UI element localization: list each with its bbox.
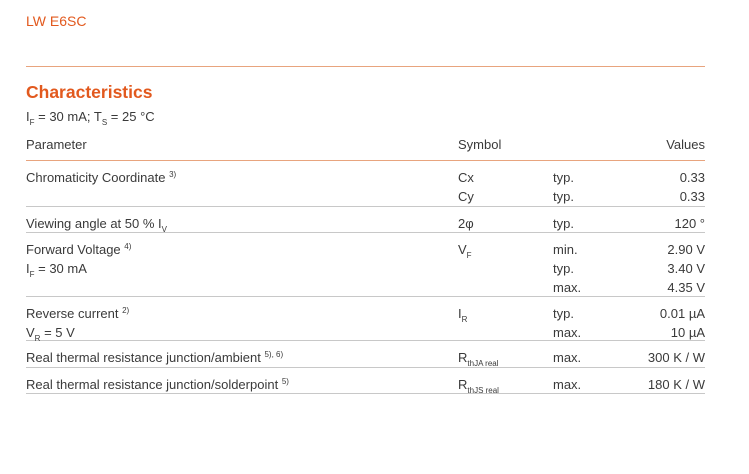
symbol-text: R [458,377,468,392]
header-symbol: Symbol [458,137,502,152]
cond-value: = 30 mA [34,261,87,276]
qualifier-text: typ. [553,306,574,321]
symbol-text: Cy [458,189,474,204]
table-row [26,297,705,341]
row-qualifier [553,304,581,342]
symbol-text: I [458,306,462,321]
row-parameter [26,240,131,278]
row-values [648,375,705,394]
param-footnote: 5), 6) [264,350,284,359]
table-row [26,161,705,207]
row-qualifier [553,214,574,233]
cond-sub: F [29,270,35,279]
table-row [26,368,705,394]
param-text: Viewing angle at 50 % I [26,216,162,231]
row-qualifier [553,168,574,206]
symbol-text: V [458,242,467,257]
condition-ts-value: = 25 °C [107,109,155,124]
param-text: Real thermal resistance junction/ambient [26,350,261,365]
qualifier-text: max. [553,280,582,295]
qualifier-text: min. [553,242,578,257]
row-values [667,240,705,297]
qualifier-text: typ. [553,261,574,276]
param-line [26,304,129,323]
param-footnote: 3) [169,170,177,179]
table-row [26,341,705,368]
param-condition [26,259,131,278]
value-text: 120 ° [674,216,705,231]
condition-if-label: I [26,109,30,124]
header-divider [26,66,705,67]
qualifier-text: max. [553,325,582,340]
row-values [648,348,705,367]
document-header-title: LW E6SC [26,13,87,29]
param-text: Reverse current [26,306,119,321]
symbol-text: R [458,350,468,365]
param-footnote: 4) [124,242,132,251]
cond-value: = 5 V [40,325,75,340]
value-text: 3.40 V [667,261,705,276]
row-symbol [458,304,467,323]
symbol-line [458,375,499,394]
value-text: 0.33 [679,170,705,185]
header-parameter: Parameter [26,137,87,152]
table-header [26,133,705,161]
table-row [26,233,705,297]
row-parameter [26,348,283,369]
characteristics-table [26,133,705,394]
row-parameter [26,304,129,342]
value-text: 300 K / W [647,350,705,365]
row-values [674,214,705,233]
value-text: 2.90 V [667,242,705,257]
row-symbol [458,375,499,394]
row-symbol [458,214,474,233]
table-row [26,207,705,233]
symbol-subscript: F [466,251,472,260]
qualifier-text: max. [553,377,582,392]
row-qualifier [553,240,581,297]
symbol-subscript: thJA real [467,359,499,368]
param-condition [26,323,129,342]
value-text: 10 µA [670,325,705,340]
symbol-text: Cx [458,170,474,185]
condition-if-sub: F [29,118,35,127]
row-values [660,304,705,342]
cond-sub: R [34,334,41,343]
qualifier-text: max. [553,350,582,365]
row-qualifier [553,348,581,367]
param-text: Chromaticity Coordinate [26,170,166,185]
row-parameter [26,375,289,396]
qualifier-text: typ. [553,189,574,204]
symbol-subscript: R [461,315,468,324]
param-footnote: 5) [281,377,289,386]
condition-ts-sub: S [101,118,108,127]
symbol-subscript: thJS real [467,386,499,395]
symbol-line [458,304,467,323]
param-footnote: 2) [122,306,130,315]
value-text: 0.01 µA [659,306,705,321]
cond-main: V [26,325,35,340]
cond-main: I [26,261,30,276]
value-text: 180 K / W [647,377,705,392]
qualifier-text: typ. [553,216,574,231]
qualifier-text: typ. [553,170,574,185]
row-symbol [458,168,474,206]
value-text: 0.33 [679,189,705,204]
row-parameter [26,168,176,189]
condition-if-value: = 30 mA; T [34,109,102,124]
row-symbol [458,348,499,367]
symbol-line [458,240,472,259]
param-line [26,240,131,259]
row-symbol [458,240,472,259]
test-conditions [26,109,155,127]
symbol-text: 2φ [458,216,474,231]
row-qualifier [553,375,581,394]
row-parameter [26,214,167,235]
value-text: 4.35 V [667,280,705,295]
param-subscript: V [161,225,167,234]
section-title: Characteristics [26,82,153,102]
row-values [680,168,705,206]
param-text: Real thermal resistance junction/solderpoint [26,377,279,392]
header-values: Values [666,137,705,152]
symbol-line [458,348,499,367]
param-text: Forward Voltage [26,242,121,257]
